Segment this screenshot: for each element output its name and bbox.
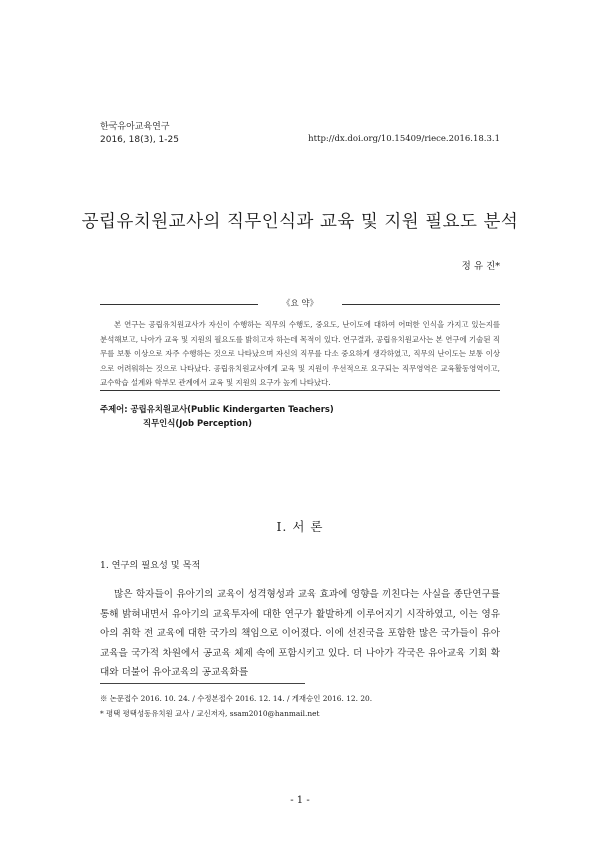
abstract-header <box>100 298 500 310</box>
journal-header <box>100 121 179 147</box>
keywords-block <box>100 403 334 430</box>
abstract-rule-bottom <box>100 390 500 391</box>
author-name: 정 유 진* <box>461 261 500 272</box>
section-heading: Ⅰ. 서 론 <box>276 519 324 534</box>
journal-name: 한국유아교육연구 <box>100 122 170 132</box>
footnotes <box>100 691 372 721</box>
doi-link[interactable]: http://dx.doi.org/10.15409/riece.2016.18.3.1 <box>308 134 500 144</box>
subsection-heading: 1. 연구의 필요성 및 목적 <box>100 560 201 571</box>
footnote-rule <box>100 683 305 684</box>
abstract-text: 본 연구는 공립유치원교사가 자신이 수행하는 직무의 수행도, 중요도, 난이도에 대하여 어떠한 인식을 가지고 있는지를 분석해보고, 나아가 교육 및 지원의 필요도를 밝히고자 하는데 목적이 있다. 연구결과, 공립유치원교사는 본 연구에 기술된 직무를 보통 이상으로 자주 수행하는 것으로 나타났으며 자신의 직무를 다소 중요하게 생각하였고, 직무의 난이도는 보통 이상으로 어려워하는 것으로 나타났다. 공립유치원교사에게 교육 및 지원이 우선적으로 요구되는 직무영역은 교육활동영역이고, 교수학습 설계와 학부모 관계에서 교육 및 지원의 요구가 높게 나타났다. <box>100 320 500 388</box>
footnote-author: * 평택 평택성동유치원 교사 / 교신저자, ssam2010@hanmail.net <box>100 709 320 718</box>
body-paragraph: 많은 학자들이 유아기의 교육이 성격형성과 교육 효과에 영향을 끼친다는 사실을 종단연구를 통해 밝혀내면서 유아기의 교육투자에 대한 연구가 활발하게 이루어지기 시작하였고, 이는 영유아의 취학 전 교육에 대한 국가의 책임으로 이어졌다. 이에 선진국을 포함한 많은 국가들이 유아교육을 국가적 차원에서 공교육 체제 속에 포함시키고 있다. 더 나아가 각국은 유아교육 기회 확대와 더불어 유아교육의 공교육화를 <box>100 589 500 679</box>
footnote-dates: ※ 논문접수 2016. 10. 24. / 수정본접수 2016. 12. 14. / 게재승인 2016. 12. 20. <box>100 694 373 703</box>
abstract-label: 《요 약》 <box>281 299 319 309</box>
keyword-item: 직무인식(Job Perception) <box>143 417 252 428</box>
volume-info: 2016, 18(3), 1-25 <box>100 135 179 145</box>
keyword-item: 공립유치원교사(Public Kindergarten Teachers) <box>130 404 334 414</box>
page-number: - 1 - <box>290 795 310 806</box>
abstract-rule-right <box>342 304 500 305</box>
keywords-label: 주제어: <box>100 404 128 414</box>
paper-title: 공립유치원교사의 직무인식과 교육 및 지원 필요도 분석 <box>81 212 519 232</box>
